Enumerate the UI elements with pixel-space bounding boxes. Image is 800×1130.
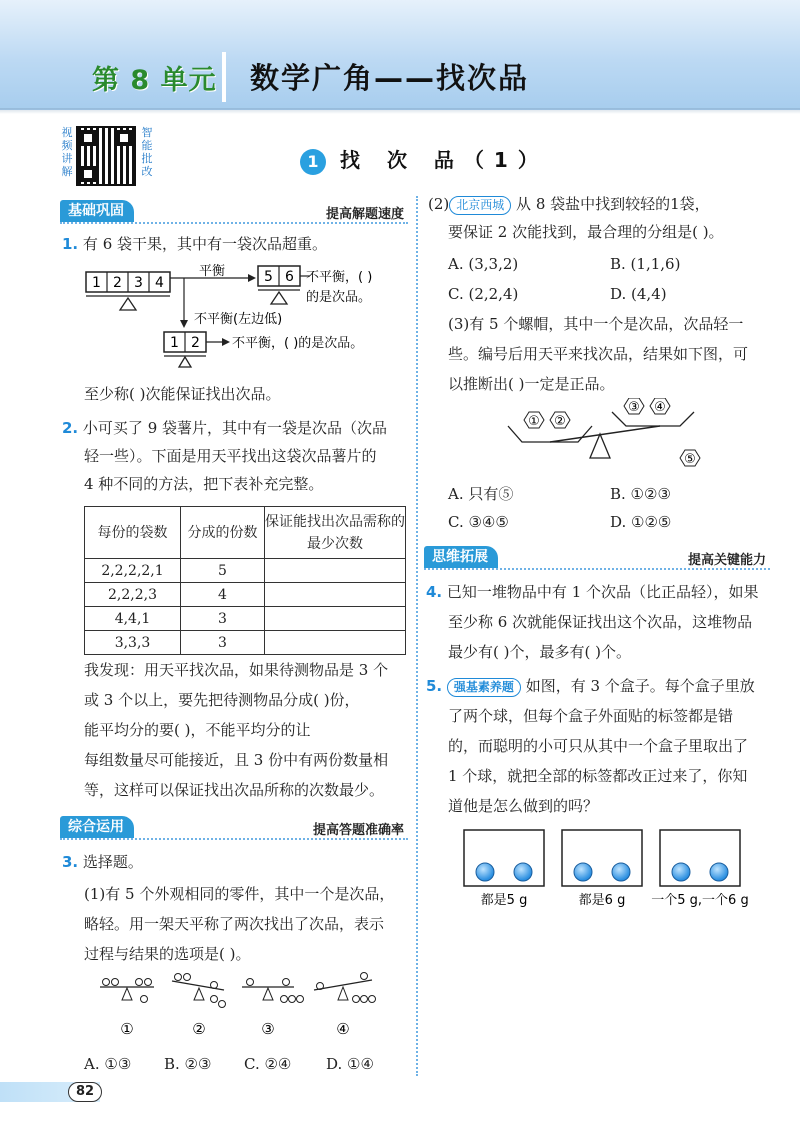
q2-discover-5: 等，这样可以保证找出次品所称的次数最少。 [84, 781, 385, 799]
q3-p3-option-d[interactable]: D. ①②⑤ [610, 513, 672, 531]
q1-box-b2: 2 [191, 335, 200, 351]
scale-label: ② [192, 1020, 206, 1038]
section-comprehensive-tag: 综合运用 [60, 816, 134, 838]
q2-discover-1: 我发现：用天平找次品，如果待测物品是 3 个 [84, 661, 389, 679]
q5-text-4: 1 个球，就把全部的标签都改正过来了，你知 [448, 767, 748, 785]
q3-p2-line-1 [428, 194, 710, 215]
section-thinking [424, 546, 770, 570]
q2-discover-4: 每组数量尽可能接近，且 3 份中有两份数量相 [84, 751, 389, 769]
q3-nut-scale [500, 398, 720, 474]
nut-4: ④ [654, 400, 666, 415]
scale-2 [172, 974, 226, 1039]
table-header: 每份的袋数 [85, 507, 181, 559]
q2-text-1: 小可买了 9 袋薯片，其中有一袋是次品（次品 [82, 419, 388, 437]
table-row [85, 631, 406, 655]
q3-p2-option-d[interactable]: D. (4,4) [610, 285, 667, 303]
scale-label: ③ [261, 1020, 275, 1038]
q2-text-3: 4 种不同的方法，把下表补充完整。 [84, 475, 324, 493]
table-row [85, 607, 406, 631]
section-basic-sub: 提高解题速度 [325, 207, 404, 222]
page-number: 82 [68, 1082, 102, 1102]
table-cell: 5 [181, 559, 265, 583]
q2-number: 2. [62, 419, 79, 437]
table-header: 分成的份数 [181, 507, 265, 559]
q3-p1-line-1: (1)有 5 个外观相同的零件，其中一个是次品， [84, 885, 395, 903]
q5-boxes [460, 826, 770, 912]
q3-p1-option-a[interactable]: A. ①③ [84, 1055, 132, 1073]
qr-left-label: 视频讲解 [61, 126, 73, 178]
q3-p3-option-c[interactable]: C. ③④⑤ [448, 513, 509, 531]
q1-box-4: 4 [155, 275, 164, 291]
q2-table [84, 506, 406, 655]
section-basic-tag: 基础巩固 [60, 200, 134, 222]
q4-number: 4. [426, 583, 443, 601]
q1-text: 有 6 袋干果，其中有一袋次品超重。 [82, 235, 328, 253]
q3-p3-option-a[interactable]: A. 只有⑤ [448, 485, 514, 503]
q3-p3-line-2: 些。编号后用天平来找次品，结果如下图，可 [448, 345, 749, 363]
q1-box-3: 3 [134, 275, 143, 291]
q1-box-1: 1 [92, 275, 101, 291]
q3-p1-line-2: 略轻。用一架天平称了两次找出了次品，表示 [84, 915, 385, 933]
q2-discover-3: 能平均分的要( )，不能平均分的让 [84, 721, 311, 739]
scale-label: ① [120, 1020, 134, 1038]
qr-block[interactable] [60, 126, 168, 188]
section-comprehensive-sub: 提高答题准确率 [312, 823, 404, 838]
q3-intro: 选择题。 [82, 853, 143, 871]
answer-cell[interactable] [265, 583, 406, 607]
q3-p2-prefix: (2) [428, 195, 450, 213]
table-cell: 3,3,3 [85, 631, 181, 655]
q4-text-3: 最少有( )个，最多有( )个。 [448, 643, 631, 661]
q3-p2-source-tag: 北京西城 [449, 196, 511, 215]
q5-first: 如图，有 3 个盒子。每个盒子里放 [525, 677, 755, 695]
q3-p3-line-3: 以推断出( )一定是正品。 [448, 375, 615, 393]
q3-line [62, 852, 143, 872]
q1-balanced-label: 平衡 [198, 264, 226, 279]
q4-line-1 [426, 582, 759, 602]
table-cell: 2,2,2,2,1 [85, 559, 181, 583]
q1-unbalanced-left-low: 不平衡(左边低) [194, 312, 283, 327]
q3-p1-option-c[interactable]: C. ②④ [244, 1055, 292, 1073]
table-cell: 3 [181, 607, 265, 631]
q5-tag: 强基素养题 [447, 678, 521, 697]
q5-line-1 [426, 676, 755, 697]
scale-4 [314, 973, 376, 1039]
box-3 [651, 830, 748, 908]
q3-p2-option-b[interactable]: B. (1,1,6) [610, 255, 681, 273]
q1-unbalanced-r2: 的是次品。 [306, 290, 372, 305]
q1-unbalanced-bottom: 不平衡，( )的是次品。 [232, 336, 364, 351]
header-shadow [0, 108, 800, 114]
q3-scales [96, 972, 396, 1042]
box-label: 一个5 g,一个6 g [651, 893, 749, 908]
box-2 [562, 830, 642, 908]
q3-p3-option-b[interactable]: B. ①②③ [610, 485, 671, 503]
answer-cell[interactable] [265, 559, 406, 583]
section-thinking-tag: 思维拓展 [424, 546, 498, 568]
q2-line-1 [62, 418, 387, 438]
nut-1: ① [528, 414, 540, 429]
box-label: 都是6 g [578, 893, 626, 908]
scale-3 [242, 979, 304, 1039]
q2-text-2: 轻一些）。下面是用天平找出这袋次品薯片的 [84, 447, 377, 465]
q5-text-3: 的，而聪明的小可只从其中一个盒子里取出了 [448, 737, 749, 755]
table-header-row [85, 507, 406, 559]
unit-label: 第 8 单元 [92, 65, 217, 96]
nut-3: ③ [628, 400, 640, 415]
column-divider [416, 196, 418, 1076]
q1-least: 至少称( )次能保证找出次品。 [84, 385, 281, 403]
q3-p2-option-a[interactable]: A. (3,3,2) [448, 255, 519, 273]
scale-1 [100, 979, 154, 1039]
nut-2: ② [554, 414, 566, 429]
q3-p1-line-3: 过程与结果的选项是( )。 [84, 945, 251, 963]
q1-box-b1: 1 [170, 335, 179, 351]
q3-p3-line-1: (3)有 5 个螺帽，其中一个是次品，次品轻一 [448, 315, 744, 333]
section-thinking-sub: 提高关键能力 [687, 553, 766, 568]
section-basic [60, 200, 408, 224]
q1-boxes-left [86, 272, 170, 310]
q2-discover-2: 或 3 个以上，要先把待测物品分成( )份， [84, 691, 360, 709]
q3-p1-option-d[interactable]: D. ①④ [326, 1055, 374, 1073]
q4-text-1: 已知一堆物品中有 1 个次品（比正品轻），如果 [446, 583, 759, 601]
q3-p2-text-2: 要保证 2 次能找到，最合理的分组是( )。 [448, 223, 724, 241]
scale-label: ④ [336, 1020, 350, 1038]
answer-cell[interactable] [265, 631, 406, 655]
q5-text-2: 了两个球，但每个盒子外面贴的标签都是错 [448, 707, 734, 725]
table-header: 保证能找出次品需称的最少次数 [265, 507, 406, 559]
q1-line [62, 234, 327, 254]
q3-p2-text-1: 从 8 袋盐中找到较轻的1袋， [516, 195, 710, 213]
section-comprehensive [60, 816, 408, 840]
q5-number: 5. [426, 677, 443, 695]
table-row [85, 559, 406, 583]
q1-box-5: 5 [264, 269, 273, 285]
table-cell: 4,4,1 [85, 607, 181, 631]
box-label: 都是5 g [480, 893, 528, 908]
table-cell: 2,2,2,3 [85, 583, 181, 607]
lesson-title [300, 144, 548, 175]
nut-5: ⑤ [684, 452, 696, 467]
q5-text-5: 道他是怎么做到的吗？ [448, 797, 599, 815]
q4-text-2: 至少称 6 次就能保证找出这个次品，这堆物品 [448, 613, 753, 631]
qr-right-label: 智能批改 [141, 126, 153, 178]
q3-number: 3. [62, 853, 79, 871]
lesson-title-text: 找 次 品（1） [340, 148, 548, 172]
unit-divider [222, 52, 226, 102]
table-cell: 3 [181, 631, 265, 655]
q3-p2-option-c[interactable]: C. (2,2,4) [448, 285, 519, 303]
answer-cell[interactable] [265, 607, 406, 631]
q1-box-6: 6 [285, 269, 294, 285]
q1-unbalanced-r1: 不平衡，( ) [306, 270, 373, 285]
q1-box-2: 2 [113, 275, 122, 291]
q1-diagram [84, 260, 414, 370]
q1-number: 1. [62, 235, 79, 253]
table-cell: 4 [181, 583, 265, 607]
lesson-number: 1 [300, 149, 326, 175]
table-row [85, 583, 406, 607]
box-1 [464, 830, 544, 908]
unit-title: 数学广角——找次品 [250, 61, 530, 95]
qr-code-icon[interactable] [76, 126, 136, 186]
q3-p1-option-b[interactable]: B. ②③ [164, 1055, 212, 1073]
